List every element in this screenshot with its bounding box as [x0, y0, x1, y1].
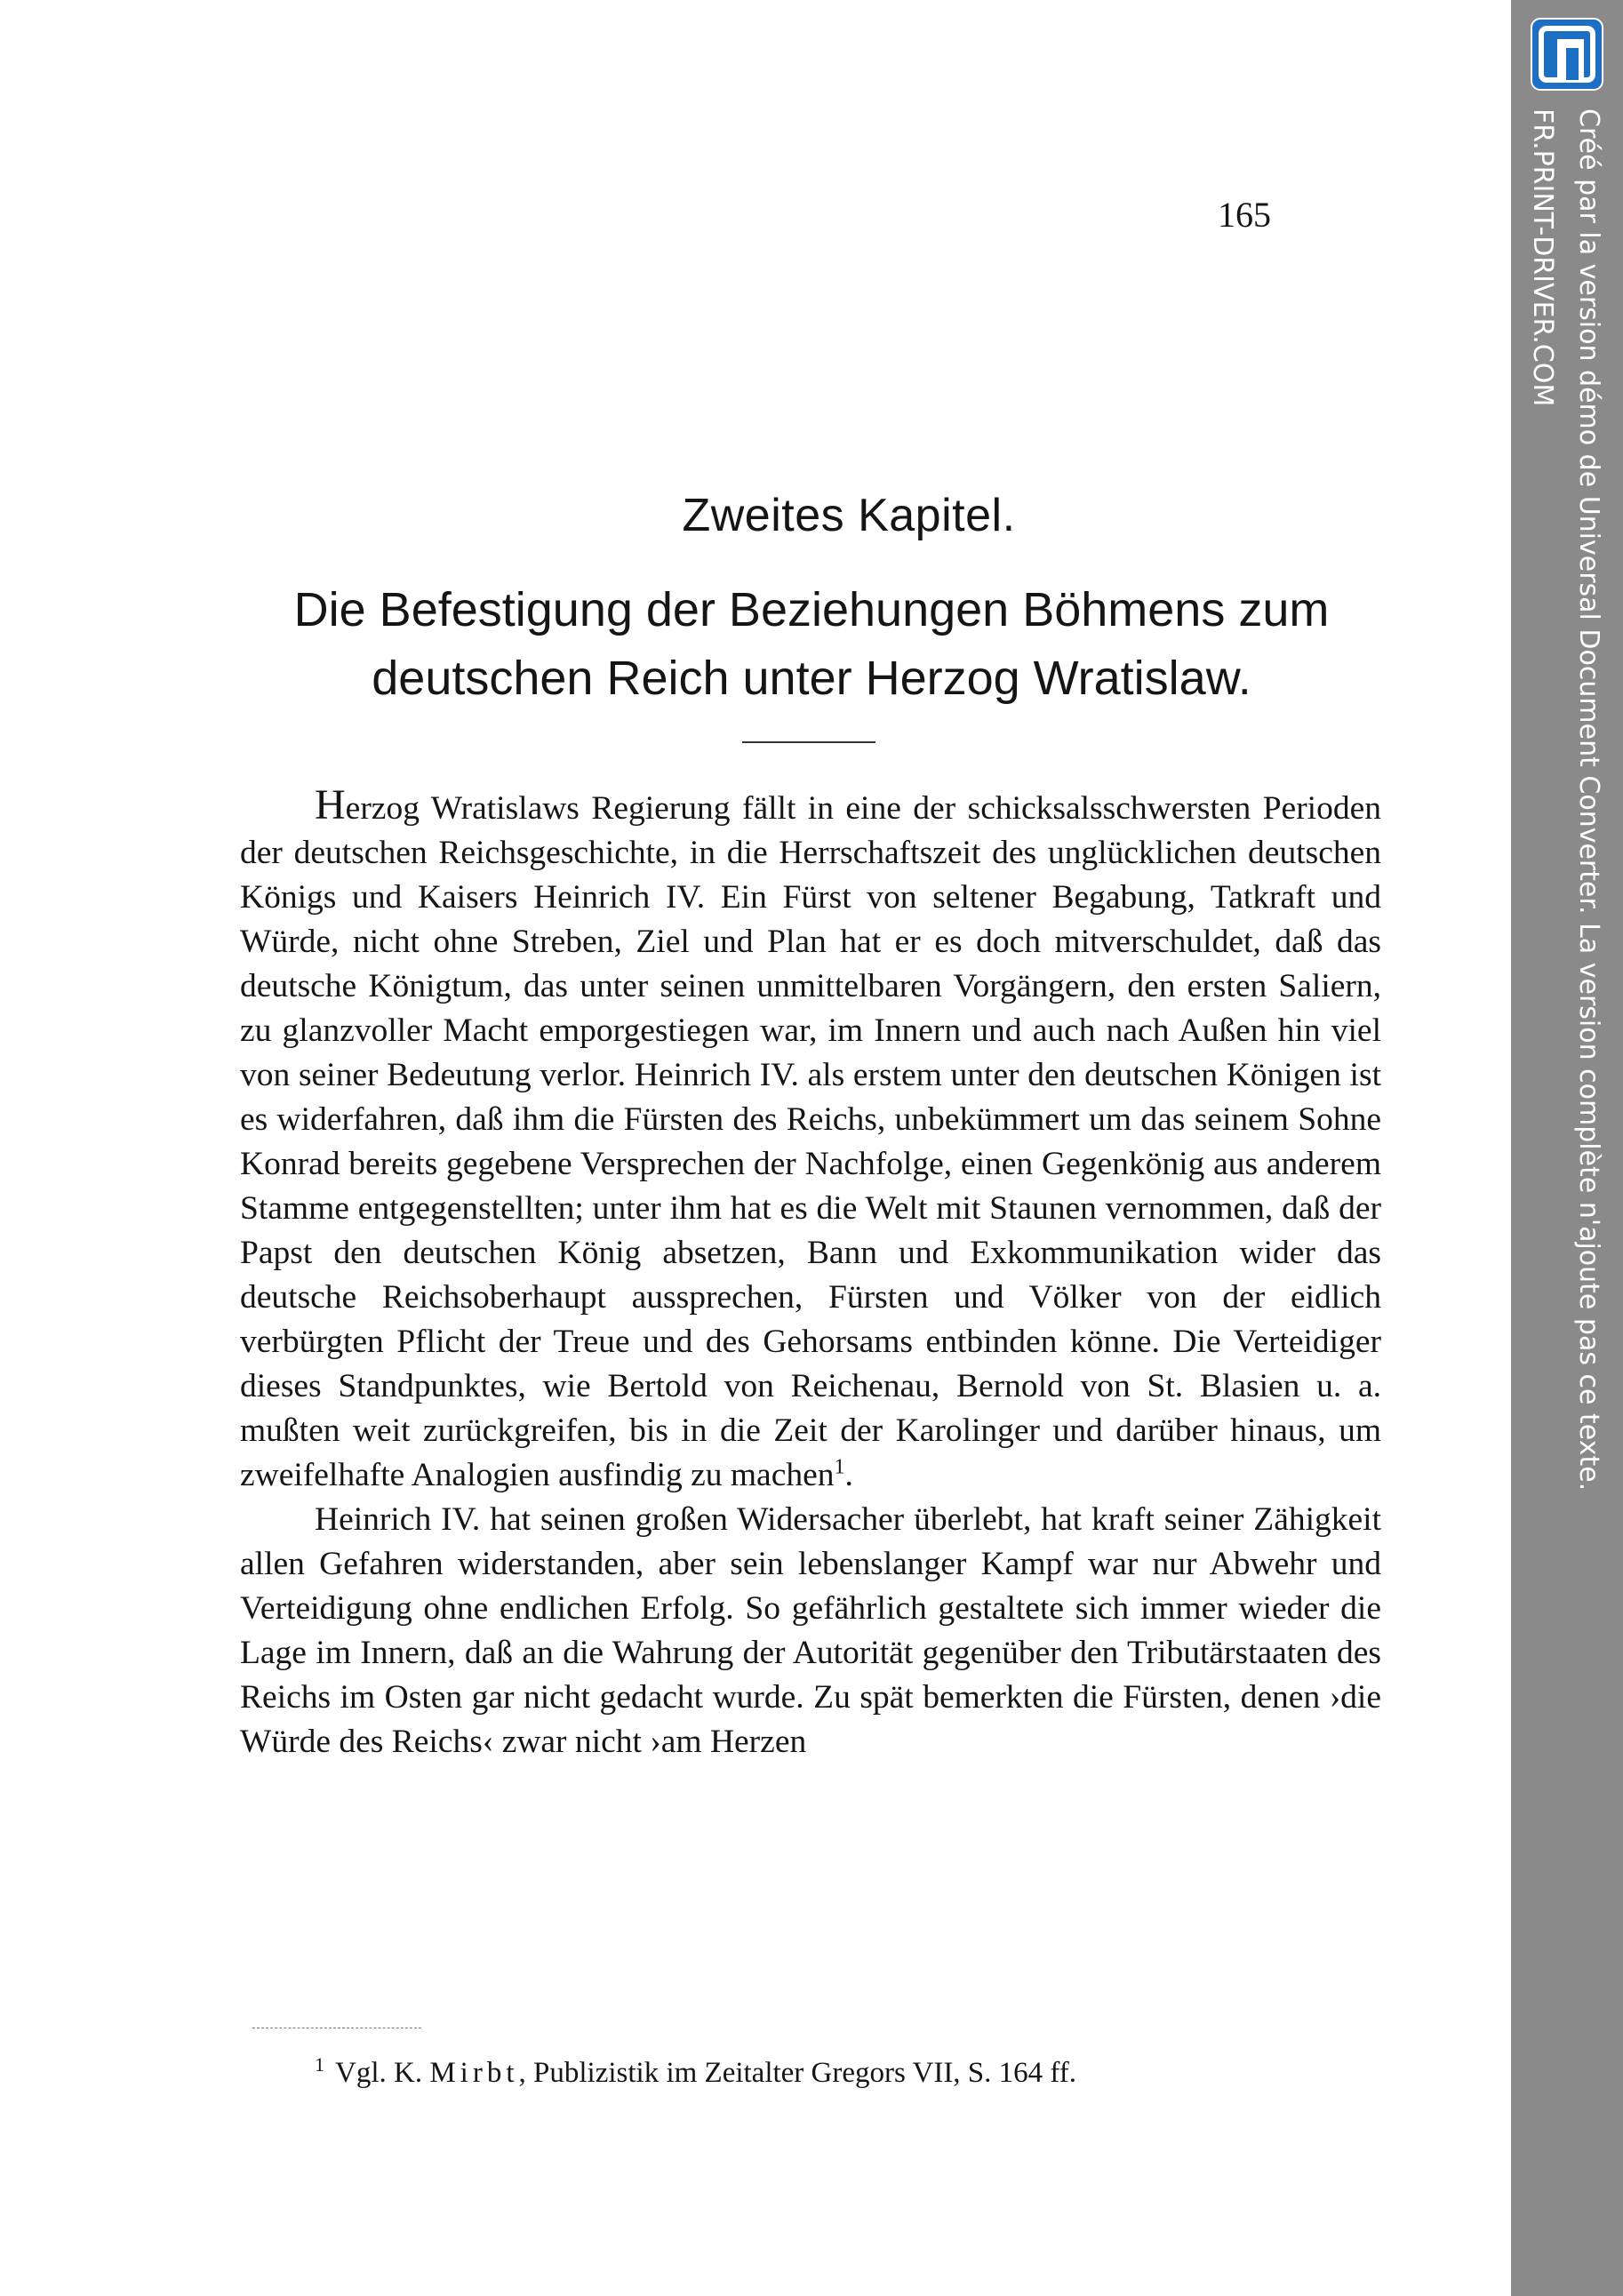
paragraph-text: Herzog Wratislaws Regierung fällt in eine der schicksalsschwersten Perioden der deutschen Reichsgeschichte, in die Herrschaftszeit des unglücklichen deutschen Königs und Kaisers Heinrich IV. Ein Fürst von seltener Begabung, Tatkraft und Würde, nicht ohne Streben, Ziel und Plan hat er es doch mitverschuldet, daß das deutsche Königtum, das unter seinen unmittelbaren Vorgängern, den ersten Saliern, zu glanzvoller Macht emporgestiegen war, im Innern und auch nach Außen hin viel von seiner Bedeutung verlor. Heinrich IV. als erstem unter den deutschen Königen ist es widerfahren, daß ihm die Fürsten des Reichs, unbekümmert um das seinem Sohne Konrad bereits gegebene Versprechen der Nachfolge, einen Gegenkönig aus anderem Stamme entgegenstellten; unter ihm hat es die Welt mit Staunen vernommen, daß der Papst den deutschen König absetzen, Bann und Exkommunikation wider das deutsche Reichsoberhaupt aussprechen, Fürsten und Völker von der eidlich verbürgten Pflicht der Treue und des Gehorsams entbinden könne. Die Verteidiger dieses Standpunktes, wie Bertold von Reichenau, Bernold von St. Blasien u. a. mußten weit zurückgreifen, bis in die Zeit der Karolinger und darüber hinaus, um zweifelhafte Analogien ausfindig zu machen	[240, 781, 1381, 1493]
watermark-strip	[1511, 0, 1623, 2296]
footnote-author: Mirbt	[429, 2057, 519, 2089]
watermark-line-2: FR.PRINT-DRIVER.COM	[1527, 108, 1558, 407]
paragraph-end: .	[844, 1457, 853, 1493]
page-number: 165	[1218, 195, 1271, 235]
paragraph-text: Heinrich IV. hat seinen großen Widersacher überlebt, hat kraft seiner Zähigkeit allen Gefahren widerstanden, aber sein lebenslanger Kampf war nur Abwehr und Verteidigung ohne endlichen Erfolg. So gefährlich gestaltete sich immer wieder die Lage im Innern, daß an die Wahrung der Autorität gegenüber den Tributärstaaten des Reichs im Osten gar nicht gedacht wurde. Zu spät bemerkten die Fürsten, denen ›die Würde des Reichs‹ zwar nicht ›am Herzen	[240, 1501, 1381, 1760]
paragraph	[240, 783, 1381, 1498]
title-divider	[742, 741, 875, 743]
footnote	[315, 2053, 1076, 2092]
paragraph	[240, 1498, 1381, 1764]
footnote-prefix: Vgl. K.	[335, 2057, 423, 2089]
document-converter-logo-icon	[1531, 18, 1603, 91]
watermark-line-1: Créé par la version démo de Universal Document Converter. La version complète n'ajoute pas ce texte.	[1573, 108, 1604, 1492]
footnote-reference[interactable]: 1	[834, 1455, 845, 1479]
body-text	[240, 783, 1381, 1764]
footnote-number: 1	[315, 2053, 324, 2076]
footnote-text: , Publizistik im Zeitalter Gregors VII, S. 164 ff.	[518, 2057, 1077, 2089]
chapter-title: Die Befestigung der Beziehungen Böhmens zum deutschen Reich unter Herzog Wratislaw.	[293, 583, 1330, 705]
chapter-label: Zweites Kapitel.	[682, 490, 1016, 541]
watermark-text	[1523, 108, 1620, 1492]
